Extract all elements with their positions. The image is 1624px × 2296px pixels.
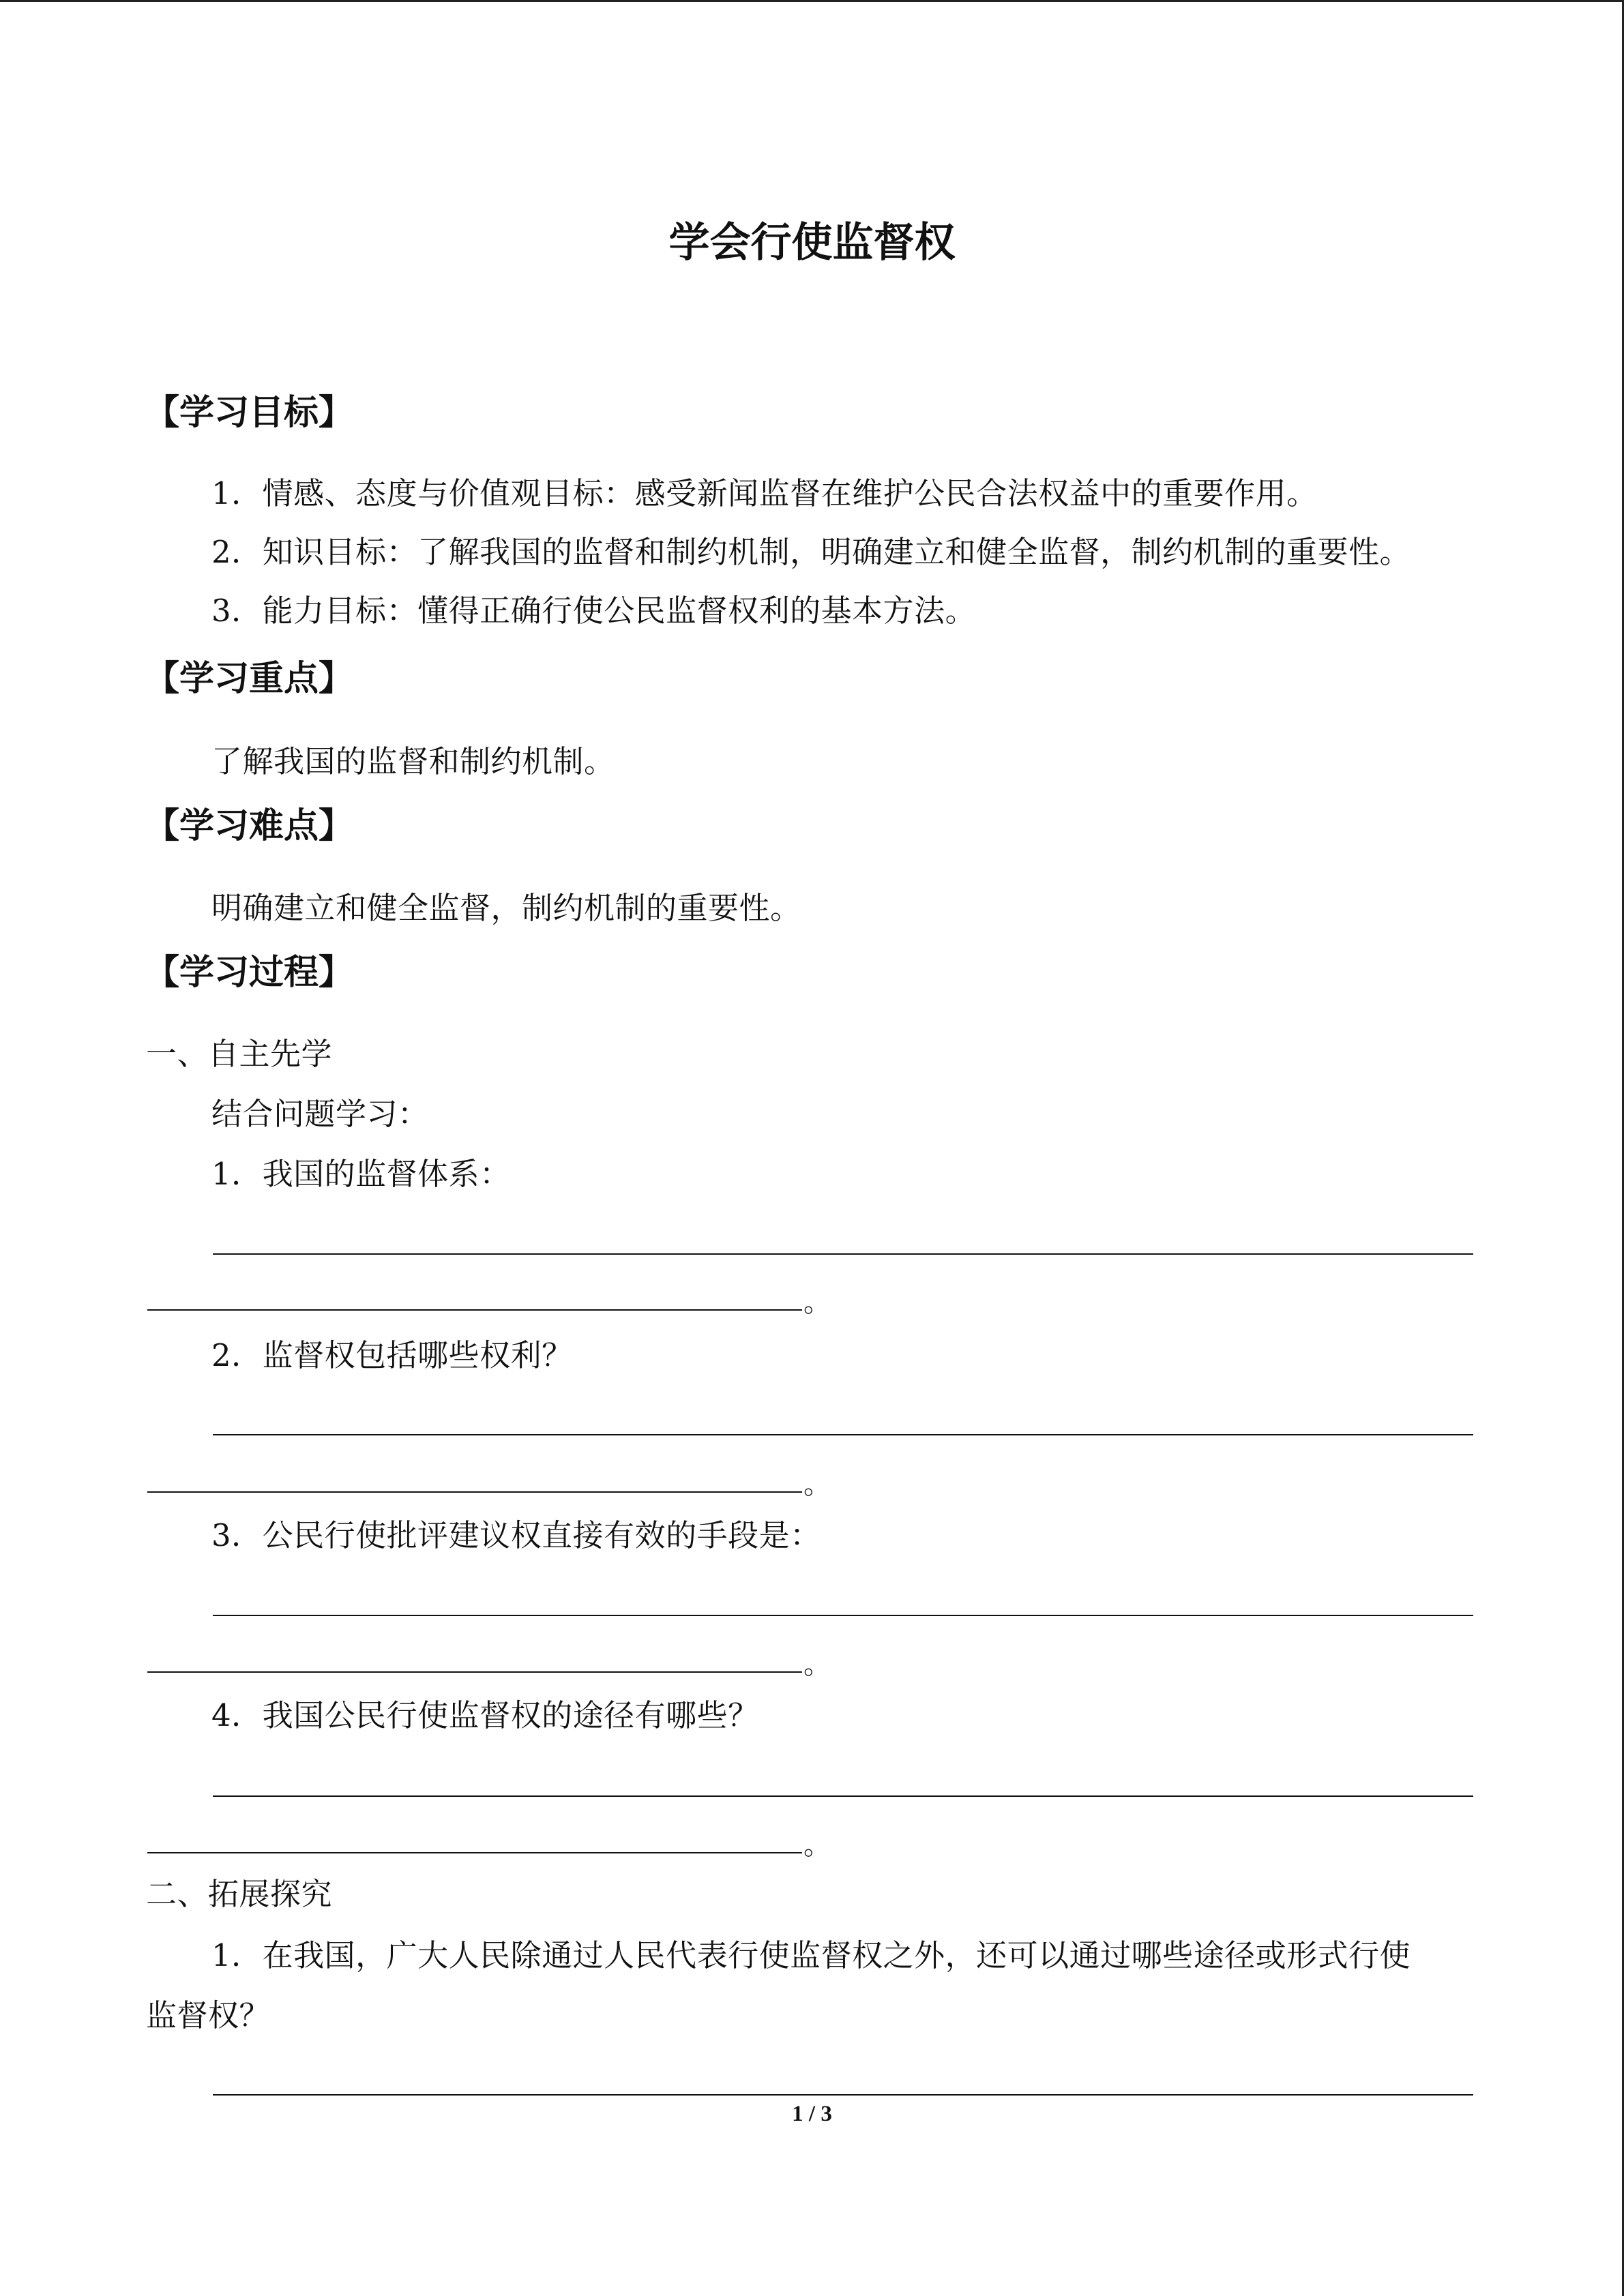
answer-line[interactable] — [147, 1309, 802, 1311]
question-4: 4．我国公民行使监督权的途径有哪些？ — [211, 1697, 759, 1733]
answer-line[interactable] — [147, 1852, 802, 1853]
answer-line[interactable] — [147, 1491, 802, 1493]
answer-line[interactable] — [213, 1434, 1473, 1435]
section-1-title: 一、自主先学 — [146, 1036, 333, 1072]
end-mark: 。 — [803, 1287, 831, 1318]
page-border-top — [0, 0, 1624, 2]
process-heading: 【学习过程】 — [145, 953, 354, 993]
section-2-question-1-line-1: 1．在我国，广大人民除通过人民代表行使监督权之外，还可以通过哪些途径或形式行使 — [211, 1937, 1411, 1973]
end-mark: 。 — [803, 1830, 831, 1861]
answer-line[interactable] — [147, 1671, 802, 1673]
question-3: 3．公民行使批评建议权直接有效的手段是： — [211, 1517, 821, 1553]
question-2: 2．监督权包括哪些权利？ — [211, 1337, 573, 1373]
end-mark: 。 — [803, 1649, 831, 1680]
answer-line[interactable] — [213, 1615, 1473, 1616]
objective-item-2: 2．知识目标：了解我国的监督和制约机制，明确建立和健全监督，制约机制的重要性。 — [211, 534, 1411, 570]
difficulties-heading: 【学习难点】 — [145, 806, 354, 846]
page-number: 1 / 3 — [792, 2102, 832, 2126]
question-1: 1．我国的监督体系： — [211, 1156, 511, 1192]
difficulties-text: 明确建立和健全监督，制约机制的重要性。 — [211, 890, 801, 926]
key-points-heading: 【学习重点】 — [145, 659, 354, 699]
document-title: 学会行使监督权 — [668, 219, 956, 267]
answer-line[interactable] — [213, 2094, 1473, 2096]
answer-line[interactable] — [213, 1253, 1473, 1255]
objective-item-1: 1．情感、态度与价值观目标：感受新闻监督在维护公民合法权益中的重要作用。 — [211, 475, 1318, 511]
answer-line[interactable] — [213, 1795, 1473, 1797]
objective-item-3: 3．能力目标：懂得正确行使公民监督权利的基本方法。 — [211, 593, 977, 629]
end-mark: 。 — [803, 1469, 831, 1500]
objectives-heading: 【学习目标】 — [145, 393, 354, 433]
section-2-title: 二、拓展探究 — [146, 1876, 333, 1912]
key-points-text: 了解我国的监督和制约机制。 — [211, 743, 615, 779]
section-2-question-1-line-2: 监督权？ — [146, 1997, 271, 2033]
section-1-intro: 结合问题学习： — [211, 1096, 429, 1132]
